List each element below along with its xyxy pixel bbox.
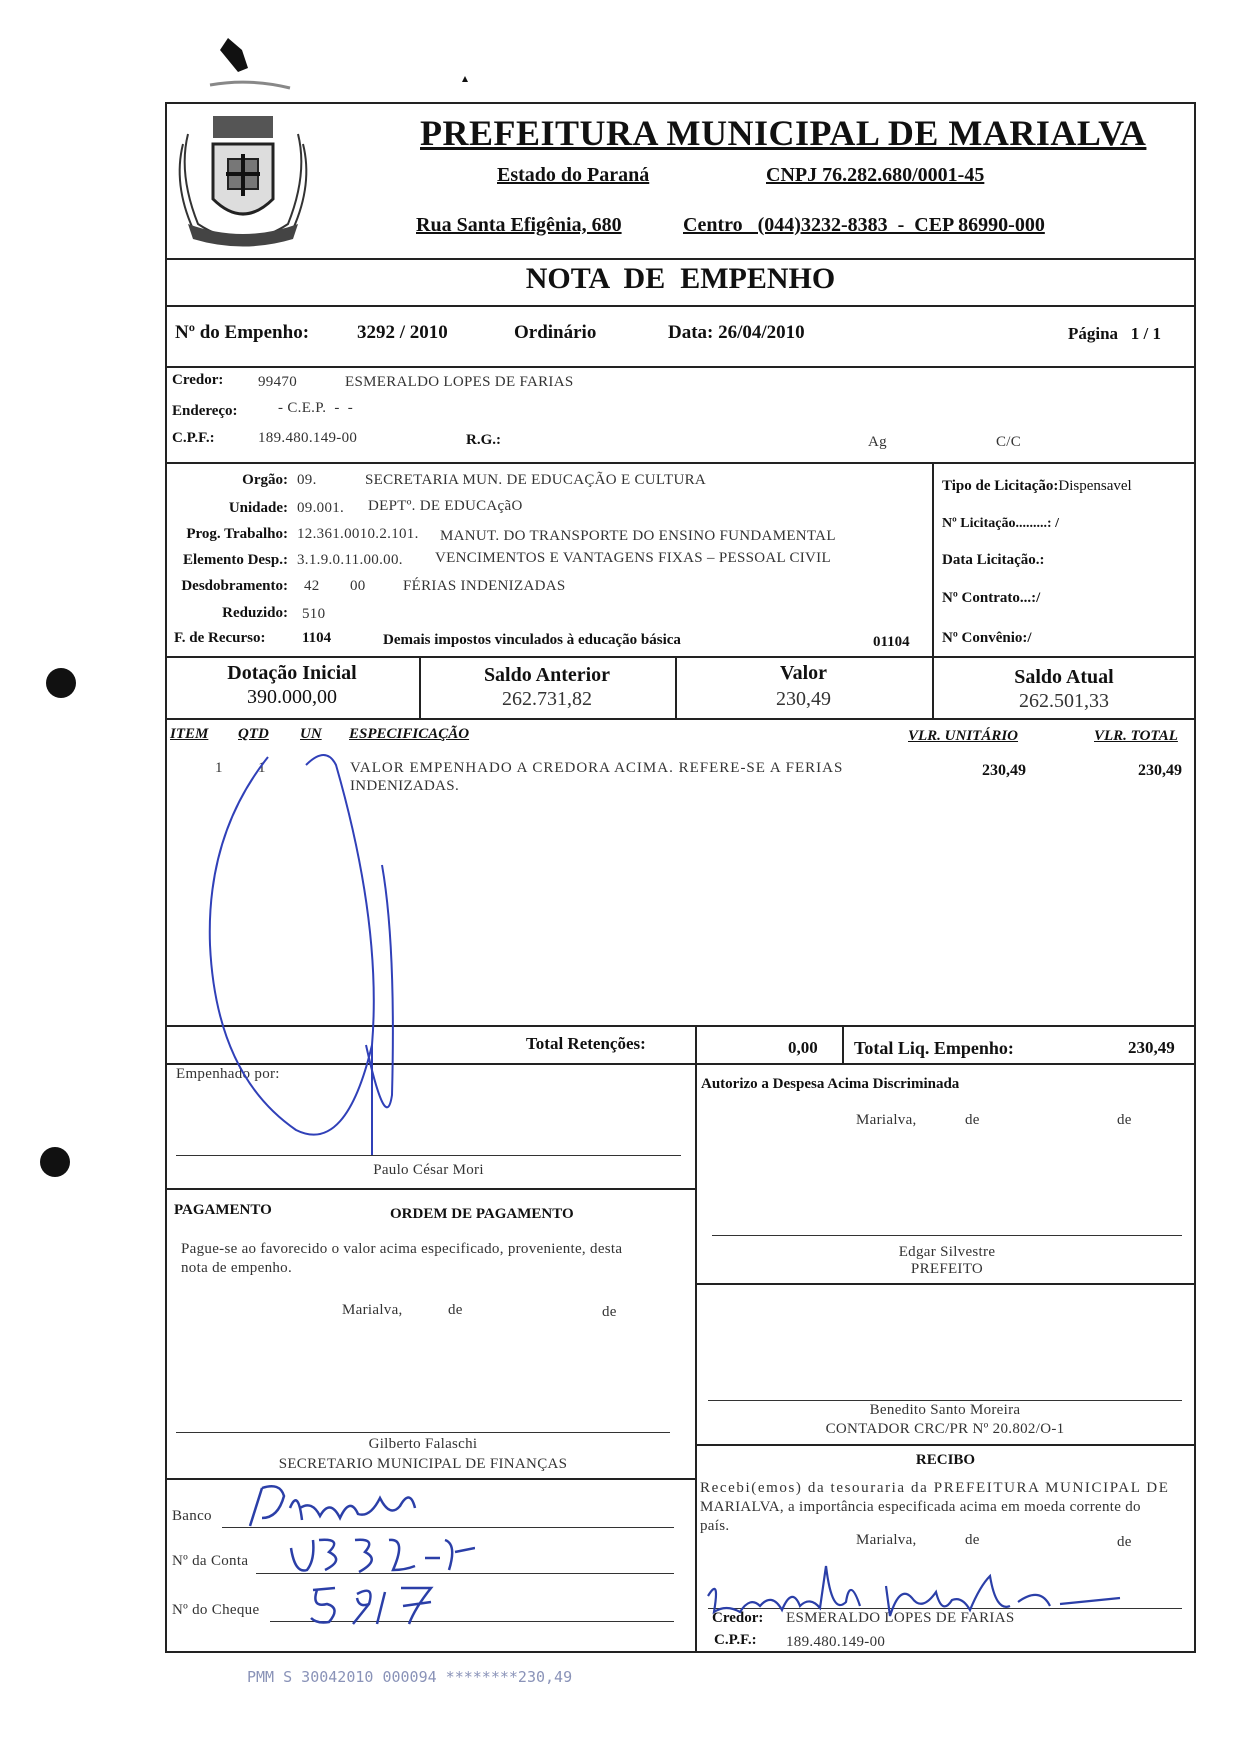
fonte-name: Demais impostos vinculados à educação básica [383, 632, 681, 648]
numero-convenio: Nº Convênio:/ [942, 630, 1032, 646]
elemento-label: Elemento Desp.: [183, 552, 288, 568]
recibo-de1: de [965, 1532, 980, 1548]
col-especificacao-header: ESPECIFICAÇÃO [349, 726, 470, 742]
recibo-cpf-value: 189.480.149-00 [786, 1634, 886, 1650]
prefeito-name: Edgar Silvestre [898, 1244, 996, 1260]
col-un-header: UN [300, 726, 322, 742]
credor-name: ESMERALDO LOPES DE FARIAS [345, 374, 574, 390]
recibo-text-line2: MARIALVA, a importância especificada acima em moeda corrente do [700, 1499, 1141, 1515]
desdobramento-name: FÉRIAS INDENIZADAS [403, 578, 566, 594]
credor-code: 99470 [258, 374, 297, 390]
recibo-text-line1: Recebi(emos) da tesouraria da PREFEITURA MUNICIPAL DE [700, 1480, 1170, 1496]
ag-label: Ag [868, 434, 887, 450]
elemento-name: VENCIMENTOS E VANTAGENS FIXAS – PESSOAL CIVIL [435, 550, 831, 566]
cc-label: C/C [996, 434, 1022, 450]
cpf-label: C.P.F.: [172, 430, 215, 446]
item-desc-line1: VALOR EMPENHADO A CREDORA ACIMA. REFERE-SE A FERIAS [350, 760, 844, 776]
secretario-name: Gilberto Falaschi [368, 1436, 478, 1452]
blue-pen-loop-mark [196, 745, 456, 1165]
valor-label: Valor [779, 662, 828, 684]
unidade-code: 09.001. [297, 500, 345, 516]
pagamento-text-line1: Pague-se ao favorecido o valor acima especificado, proveniente, desta [181, 1241, 623, 1257]
empenho-type: Ordinário [514, 322, 597, 343]
unidade-label: Unidade: [228, 500, 288, 516]
handwritten-banco [240, 1478, 460, 1533]
desdobramento-b: 00 [350, 578, 366, 594]
recibo-de2: de [1117, 1534, 1132, 1550]
autorizo-label: Autorizo a Despesa Acima Discriminada [701, 1076, 960, 1092]
unidade-name: DEPTº. DE EDUCAçãO [368, 498, 523, 514]
prefeito-role: PREFEITO [910, 1261, 984, 1277]
pagamento-text-line2: nota de empenho. [181, 1260, 293, 1276]
punch-hole-bottom [40, 1147, 70, 1177]
orgao-label: Orgão: [242, 472, 288, 488]
municipality-title: PREFEITURA MUNICIPAL DE MARIALVA [420, 113, 1147, 153]
tipo-licitacao [942, 478, 1132, 495]
corner-scan-mark [190, 30, 300, 100]
handwritten-conta [285, 1530, 475, 1580]
saldo-anterior-value: 262.731,82 [502, 688, 592, 710]
secretario-role: SECRETARIO MUNICIPAL DE FINANÇAS [278, 1456, 568, 1472]
empenho-number-label: Nº do Empenho: [175, 322, 310, 343]
rg-label: R.G.: [466, 432, 501, 448]
pagamento-label: PAGAMENTO [174, 1202, 272, 1218]
conta-label: Nº da Conta [172, 1553, 249, 1569]
desdobramento-a: 42 [304, 578, 320, 594]
orgao-code: 09. [297, 472, 317, 488]
total-liquido-label: Total Liq. Empenho: [854, 1038, 1014, 1058]
endereco-label: Endereço: [172, 403, 238, 419]
prog-code: 12.361.0010.2.101. [297, 526, 419, 542]
col-vlr-total-header: VLR. TOTAL [1094, 728, 1178, 744]
cnpj-label: CNPJ 76.282.680/0001-45 [766, 164, 985, 186]
recibo-cpf-label: C.P.F.: [714, 1632, 757, 1648]
dotacao-inicial-label: Dotação Inicial [227, 662, 357, 684]
autorizo-de1: de [965, 1112, 980, 1128]
total-liquido-value: 230,49 [1128, 1038, 1175, 1057]
document-title: NOTA DE EMPENHO [525, 262, 836, 295]
bottom-stamp: PMM S 30042010 000094 ********230,49 [247, 1668, 573, 1686]
empenhado-por-label: Empenhado por: [176, 1066, 280, 1082]
fonte-label: F. de Recurso: [174, 630, 266, 646]
col-qtd-header: QTD [238, 726, 269, 742]
recibo-city: Marialva, [856, 1532, 917, 1548]
orgao-name: SECRETARIA MUN. DE EDUCAÇÃO E CULTURA [365, 472, 707, 488]
item-number: 1 [215, 760, 223, 776]
contact-label: Centro (044)3232-8383 - CEP 86990-000 [683, 214, 1045, 236]
total-retencoes-value: 0,00 [788, 1038, 818, 1057]
pagamento-de2: de [602, 1304, 617, 1320]
empenho-date: Data: 26/04/2010 [668, 322, 805, 343]
prog-label: Prog. Trabalho: [186, 526, 288, 542]
total-retencoes-label: Total Retenções: [526, 1034, 646, 1053]
ordem-pagamento-label: ORDEM DE PAGAMENTO [390, 1206, 574, 1222]
numero-licitacao: Nº Licitação.........: / [942, 516, 1059, 531]
dotacao-inicial-value: 390.000,00 [247, 686, 337, 708]
dot-mark [460, 74, 470, 84]
autorizo-city: Marialva, [856, 1112, 917, 1128]
tipo-licitacao-value: Dispensavel [1058, 478, 1132, 494]
prog-name: MANUT. DO TRANSPORTE DO ENSINO FUNDAMENTAL [440, 528, 836, 544]
item-unit-value: 230,49 [982, 762, 1026, 779]
autorizo-de2: de [1117, 1112, 1132, 1128]
numero-contrato: Nº Contrato...:/ [942, 590, 1041, 606]
item-desc-line2: INDENIZADAS. [350, 778, 460, 794]
reduzido-value: 510 [302, 606, 326, 622]
item-qty: 1 [258, 760, 266, 776]
page-number: Página 1 / 1 [1068, 324, 1162, 343]
recibo-credor-label: Credor: [712, 1610, 764, 1626]
fonte-number: 01104 [873, 634, 910, 650]
col-item-header: ITEM [170, 726, 209, 742]
recibo-text-line3: país. [700, 1518, 730, 1534]
desdobramento-label: Desdobramento: [181, 578, 288, 594]
punch-hole-top [46, 668, 76, 698]
pagamento-city: Marialva, [342, 1302, 403, 1318]
empenhado-por-name: Paulo César Mori [373, 1162, 484, 1178]
pagamento-de1: de [448, 1302, 463, 1318]
recibo-label: RECIBO [915, 1452, 976, 1468]
saldo-atual-value: 262.501,33 [1019, 690, 1109, 712]
endereco-value: - C.E.P. - - [278, 400, 354, 416]
reduzido-label: Reduzido: [222, 605, 288, 621]
recibo-credor-name: ESMERALDO LOPES DE FARIAS [786, 1610, 1015, 1626]
coat-of-arms-emblem [168, 104, 318, 254]
item-total-value: 230,49 [1138, 762, 1182, 779]
banco-label: Banco [172, 1508, 212, 1524]
state-label: Estado do Paraná [497, 164, 650, 186]
saldo-atual-label: Saldo Atual [1014, 666, 1114, 688]
empenho-number: 3292 / 2010 [357, 322, 448, 343]
col-vlr-unitario-header: VLR. UNITÁRIO [908, 728, 1019, 744]
cpf-value: 189.480.149-00 [258, 430, 358, 446]
data-licitacao: Data Licitação.: [942, 552, 1045, 568]
saldo-anterior-label: Saldo Anterior [483, 664, 611, 686]
handwritten-cheque [305, 1578, 455, 1628]
credor-signature [700, 1556, 1130, 1626]
valor-value: 230,49 [776, 688, 831, 710]
tipo-licitacao-label: Tipo de Licitação: [942, 478, 1059, 494]
cheque-label: Nº do Cheque [172, 1602, 260, 1618]
contador-role: CONTADOR CRC/PR Nº 20.802/O-1 [825, 1421, 1065, 1437]
elemento-code: 3.1.9.0.11.00.00. [297, 552, 403, 568]
address-label: Rua Santa Efigênia, 680 [416, 214, 622, 236]
fonte-code: 1104 [302, 630, 332, 646]
contador-name: Benedito Santo Moreira [869, 1402, 1021, 1418]
credor-label: Credor: [172, 372, 224, 388]
